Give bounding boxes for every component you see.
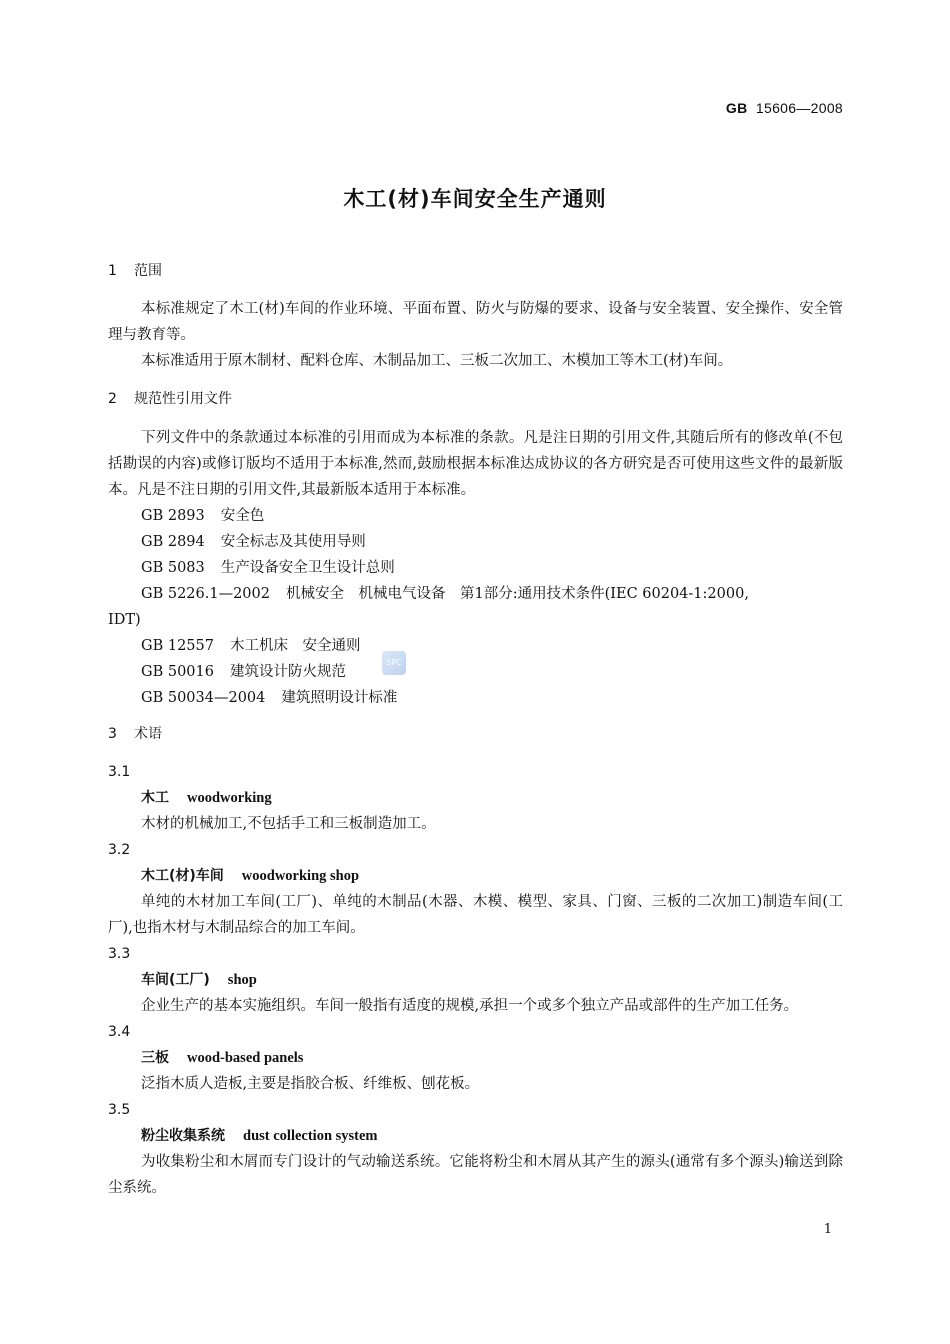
reference-item: [108, 659, 843, 685]
term-number: 3.4: [108, 1024, 131, 1040]
reference-title: 安全标志及其使用导则: [220, 534, 366, 550]
term-zh: 木工(材)车间: [141, 868, 224, 884]
standard-prefix: GB: [725, 100, 748, 116]
term-definition: 单纯的木材加工车间(工厂)、单纯的木制品(木器、木模、模型、家具、门窗、三板的二次加工)制造车间(工厂),也指木材与木制品综合的加工车间。: [108, 894, 843, 936]
term-en: shop: [227, 972, 257, 988]
document-title: 木工(材)车间安全生产通则: [343, 187, 607, 211]
reference-continuation: IDT): [108, 612, 141, 628]
reference-code: GB 12557: [141, 638, 214, 654]
term-zh: 车间(工厂): [141, 972, 210, 988]
term-definition: 泛指木质人造板,主要是指胶合板、纤维板、刨花板。: [141, 1076, 480, 1092]
term-heading: [108, 967, 843, 993]
standard-number: 15606—2008: [755, 100, 843, 116]
section-title: 范围: [134, 263, 162, 279]
term-definition: 企业生产的基本实施组织。车间一般指有适度的规模,承担一个或多个独立产品或部件的生产加工任务。: [141, 998, 799, 1014]
term-heading: [108, 785, 843, 811]
reference-item: [108, 633, 843, 659]
section-scope: [108, 258, 843, 284]
section-heading: [108, 386, 843, 412]
reference-item: [108, 685, 843, 711]
term-definition: 木材的机械加工,不包括手工和三板制造加工。: [141, 816, 436, 832]
reference-title: 木工机床 安全通则: [229, 638, 361, 654]
term-heading: [108, 1045, 843, 1071]
scope-body: [108, 296, 843, 374]
section-number: 3: [108, 726, 117, 742]
reference-code: GB 50016: [141, 664, 214, 680]
reference-code: GB 2893: [141, 508, 205, 524]
reference-code: GB 5083: [141, 560, 205, 576]
term-heading: [108, 863, 843, 889]
paragraph: 本标准适用于原木制材、配料仓库、木制品加工、三板二次加工、木模加工等木工(材)车间。: [141, 353, 733, 369]
reference-item: [108, 581, 843, 607]
term-en: wood-based panels: [187, 1050, 304, 1066]
term-en: woodworking shop: [241, 868, 360, 884]
section-heading: [108, 721, 843, 747]
term-definition: 为收集粉尘和木屑而专门设计的气动输送系统。它能将粉尘和木屑从其产生的源头(通常有多个源头)输送到除尘系统。: [108, 1154, 843, 1196]
references-body: [108, 425, 843, 711]
paragraph: 本标准规定了木工(材)车间的作业环境、平面布置、防火与防爆的要求、设备与安全装置、安全操作、安全管理与教育等。: [108, 301, 843, 343]
reference-code: GB 50034—2004: [141, 690, 266, 706]
term-zh: 木工: [141, 790, 169, 806]
page-number: 1: [823, 1222, 832, 1237]
reference-title: 安全色: [220, 508, 265, 524]
reference-item: [108, 555, 843, 581]
section-number: 1: [108, 263, 117, 279]
section-terms: [108, 721, 843, 747]
term-number: 3.5: [108, 1102, 131, 1118]
section-heading: [108, 258, 843, 284]
reference-item: [108, 529, 843, 555]
section-normative-references: [108, 386, 843, 412]
reference-title: 生产设备安全卫生设计总则: [220, 560, 395, 576]
reference-title: 建筑设计防火规范: [229, 664, 346, 680]
term-number: 3.1: [108, 764, 131, 780]
section-title: 规范性引用文件: [134, 391, 232, 407]
reference-title: 机械安全 机械电气设备 第1部分:通用技术条件(IEC 60204-1:2000,: [286, 586, 749, 602]
section-number: 2: [108, 391, 117, 407]
term-zh: 三板: [141, 1050, 169, 1066]
paragraph: 下列文件中的条款通过本标准的引用而成为本标准的条款。凡是注日期的引用文件,其随后所有的修改单(不包括勘误的内容)或修订版均不适用于本标准,然而,鼓励根据本标准达成协议的各方研究是否可使用这些文件的最新版本。凡是不注日期的引用文件,其最新版本适用于本标准。: [108, 430, 843, 498]
section-title: 术语: [134, 726, 162, 742]
term-zh: 粉尘收集系统: [141, 1128, 225, 1144]
term-number: 3.3: [108, 946, 131, 962]
term-en: dust collection system: [243, 1128, 378, 1144]
terms-body: [108, 759, 843, 1201]
reference-title: 建筑照明设计标准: [281, 690, 398, 706]
term-heading: [108, 1123, 843, 1149]
standard-code: [726, 100, 843, 116]
term-en: woodworking: [187, 790, 272, 806]
term-number: 3.2: [108, 842, 131, 858]
reference-code: GB 5226.1—2002: [141, 586, 270, 602]
watermark-logo: SPC: [382, 651, 406, 675]
reference-code: GB 2894: [141, 534, 205, 550]
reference-item: [108, 503, 843, 529]
